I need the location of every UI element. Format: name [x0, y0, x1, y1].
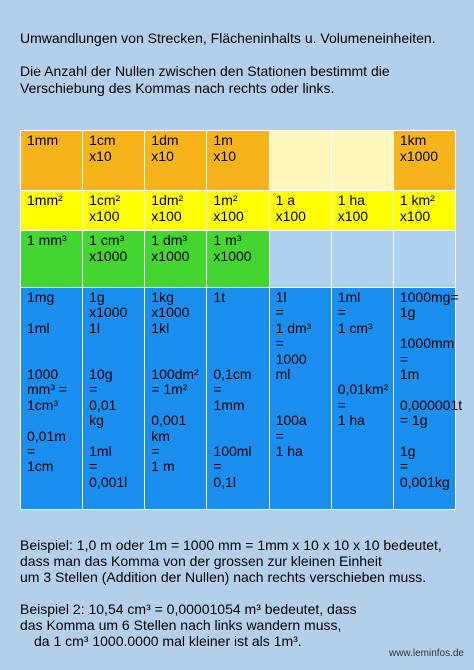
cell-example-4: 1t 0,1cm = 1mm 100ml = 0,1l — [207, 288, 269, 510]
cell-example-2: 1g x1000 1l 10g = 0,01 kg 1ml = 0,001l — [83, 288, 145, 510]
table-row-volume — [21, 231, 456, 288]
footer-url: www.leminfos.de — [388, 648, 464, 659]
cell-km2: 1 km² x100 — [393, 191, 455, 231]
example-2-line: das Komma um 6 Stellen nach links wandern muss, — [20, 617, 342, 633]
table-row-length — [21, 131, 456, 191]
cell-mm: 1mm — [21, 131, 83, 191]
intro-description: Die Anzahl der Nullen zwischen den Stationen bestimmt die Verschiebung des Kommas nach rechts oder links. — [20, 63, 390, 96]
cell-empty — [269, 231, 331, 288]
cell-mm3: 1 mm³ — [21, 231, 83, 288]
cell-mm2: 1mm² — [21, 191, 83, 231]
cell-dm2: 1dm² x100 — [145, 191, 207, 231]
cell-a: 1 a x100 — [269, 191, 331, 231]
cell-example-6: 1ml = 1 cm³ 0,01km² = 1 ha — [331, 288, 393, 510]
cell-km: 1km x1000 — [393, 131, 455, 191]
cell-cm2: 1cm² x100 — [83, 191, 145, 231]
cell-example-5: 1l = 1 dm³ = 1000 ml 100a = 1 ha — [269, 288, 331, 510]
example-2-line: da 1 cm³ 1000.0000 mal kleiner ist als 1m³. — [34, 633, 302, 649]
cell-empty — [269, 131, 331, 191]
cell-dm: 1dm x10 — [145, 131, 207, 191]
conversion-table — [20, 130, 463, 510]
table-row-examples — [21, 288, 456, 510]
example-1-line: Beispiel: 1,0 m oder 1m = 1000 mm = 1mm x 10 x 10 x 10 bedeutet, — [20, 537, 442, 553]
cell-empty — [331, 131, 393, 191]
example-2-line: Beispiel 2: 10,54 cm³ = 0,00001054 m³ bedeutet, dass — [20, 601, 357, 617]
cell-cm3: 1 cm³ x1000 — [83, 231, 145, 288]
cell-empty — [331, 231, 393, 288]
cell-empty — [393, 231, 455, 288]
example-1-line: dass man das Komma von der grossen zur kleinen Einheit — [20, 553, 382, 569]
cell-ha: 1 ha x100 — [331, 191, 393, 231]
cell-example-1: 1mg 1ml 1000 mm³ = 1cm³ 0,01m = 1cm — [21, 288, 83, 510]
cell-m: 1m x10 — [207, 131, 269, 191]
table-row-area — [21, 191, 456, 231]
cell-m2: 1m² x100 — [207, 191, 269, 231]
cell-example-7: 1000mg= 1g 1000mm = 1m 0,000001t = 1g 1g = 0,001kg — [393, 288, 455, 510]
cell-example-3: 1kg x1000 1kl 100dm² = 1m² 0,001 km = 1 m — [145, 288, 207, 510]
cell-dm3: 1 dm³ x1000 — [145, 231, 207, 288]
cell-m3: 1 m³ x1000 — [207, 231, 269, 288]
examples-text — [20, 537, 470, 649]
title-line: Umwandlungen von Strecken, Flächeninhalts u. Volumeneinheiten. — [20, 30, 436, 46]
intro-text — [20, 30, 460, 113]
example-1-line: um 3 Stellen (Addition der Nullen) nach rechts verschieben muss. — [20, 569, 427, 585]
cell-cm: 1cm x10 — [83, 131, 145, 191]
